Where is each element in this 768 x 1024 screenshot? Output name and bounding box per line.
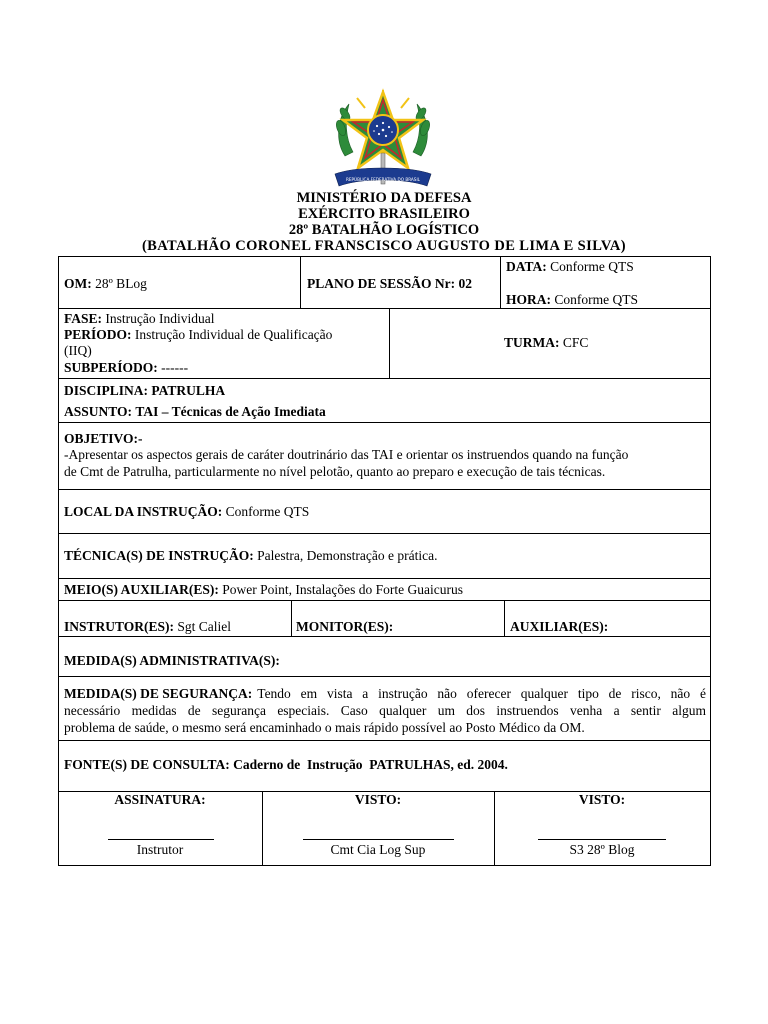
seguranca-label: MEDIDA(S) DE SEGURANÇA:: [64, 686, 253, 701]
signature-title-2: VISTO:: [354, 792, 402, 807]
data-label: DATA:: [506, 259, 547, 274]
auxiliar-label: AUXILIAR(ES):: [510, 619, 609, 634]
subperiodo-label: SUBPERÍODO:: [64, 360, 158, 375]
objetivo-line-1: -Apresentar os aspectos gerais de caráter doutrinário das TAI e orientar os instruendos quando na função: [64, 447, 629, 462]
header-line-1: MINISTÉRIO DA DEFESA: [296, 190, 472, 206]
assunto-field: [64, 404, 326, 420]
fonte-label: FONTE(S) DE CONSULTA:: [64, 757, 230, 772]
plano-sessao-field: [307, 276, 472, 292]
document-header: [0, 190, 768, 254]
fonte-value: Caderno de Instrução PATRULHAS, ed. 2004.: [233, 757, 508, 772]
hora-field: [506, 292, 638, 308]
data-value: Conforme QTS: [550, 259, 634, 274]
disciplina-value: PATRULHA: [151, 383, 226, 398]
assunto-label: ASSUNTO:: [64, 404, 133, 419]
coat-of-arms-emblem: [327, 86, 439, 192]
hora-value: Conforme QTS: [554, 292, 638, 307]
turma-value: CFC: [562, 335, 589, 350]
monitor-label: MONITOR(ES):: [296, 619, 394, 634]
seguranca-line-2: necessário medidas de segurança especiais. Caso qualquer um dos instruendos venha a sentir algum: [64, 703, 706, 718]
om-value: 28º BLog: [95, 276, 147, 291]
hora-label: HORA:: [506, 292, 551, 307]
periodo-field: [64, 327, 332, 343]
header-line-2: EXÉRCITO BRASILEIRO: [298, 206, 470, 222]
tecnica-value: Palestra, Demonstração e prática.: [257, 548, 438, 563]
signature-line-3: [538, 839, 666, 840]
instrutor-value: Sgt Caliel: [177, 619, 232, 634]
header-line-3: 28º BATALHÃO LOGÍSTICO: [288, 222, 480, 238]
header-line-4: (BATALHÃO CORONEL FRANSCISCO AUGUSTO DE LIMA E SILVA): [141, 238, 627, 254]
turma-field: [504, 335, 588, 351]
periodo-continuation: (IIQ): [64, 343, 92, 358]
seguranca-line-1: [64, 686, 706, 702]
seguranca-text-1: Tendo em vista a instrução não oferecer qualquer tipo de risco, não é: [257, 686, 706, 701]
seguranca-line-3: problema de saúde, o mesmo será encaminhado o mais rápido possível ao Posto Médico da OM.: [64, 720, 585, 735]
meios-value: Power Point, Instalações do Forte Guaicurus: [222, 582, 463, 597]
tecnica-instrucao-field: [64, 548, 437, 564]
disciplina-field: [64, 383, 225, 399]
objetivo-line-2: de Cmt de Patrulha, particularmente no nível pelotão, quanto ao preparo e execução de tais técnicas.: [64, 464, 606, 479]
fase-label: FASE:: [64, 311, 103, 326]
periodo-value: Instrução Individual de Qualificação: [134, 327, 333, 342]
signature-title-1: ASSINATURA:: [114, 792, 206, 807]
subperiodo-field: [64, 360, 188, 376]
plano-label: PLANO DE SESSÃO Nr:: [307, 276, 456, 291]
om-label: OM:: [64, 276, 92, 291]
objetivo-label: OBJETIVO:-: [64, 431, 143, 446]
local-label: LOCAL DA INSTRUÇÃO:: [64, 504, 223, 519]
instrutor-field: [64, 619, 231, 635]
periodo-label: PERÍODO:: [64, 327, 132, 342]
turma-label: TURMA:: [504, 335, 560, 350]
data-field: [506, 259, 634, 275]
fase-field: [64, 311, 215, 327]
signature-title-3: VISTO:: [578, 792, 626, 807]
fonte-consulta-field: [64, 757, 508, 773]
instrutor-label: INSTRUTOR(ES):: [64, 619, 175, 634]
meios-label: MEIO(S) AUXILIAR(ES):: [64, 582, 219, 597]
signature-role-1: Instrutor: [136, 842, 184, 857]
assunto-value: TAI – Técnicas de Ação Imediata: [135, 404, 326, 419]
svg-text:REPÚBLICA FEDERATIVA DO BRASIL: REPÚBLICA FEDERATIVA DO BRASIL: [345, 177, 421, 182]
subperiodo-value: ------: [161, 360, 189, 375]
monitor-field: [296, 619, 393, 635]
auxiliar-field: [510, 619, 608, 635]
signature-role-2: Cmt Cia Log Sup: [330, 842, 426, 857]
medida-administrativa-field: [64, 653, 280, 669]
signature-line-1: [108, 839, 214, 840]
local-instrucao-field: [64, 504, 309, 520]
tecnica-label: TÉCNICA(S) DE INSTRUÇÃO:: [64, 548, 254, 563]
signature-line-2: [303, 839, 454, 840]
signature-role-3: S3 28º Blog: [569, 842, 635, 857]
fase-value: Instrução Individual: [105, 311, 215, 326]
medida-adm-label: MEDIDA(S) ADMINISTRATIVA(S):: [64, 653, 280, 668]
local-value: Conforme QTS: [225, 504, 310, 519]
om-field: [64, 276, 147, 292]
disciplina-label: DISCIPLINA:: [64, 383, 149, 398]
plano-value: 02: [458, 276, 473, 291]
meios-auxiliares-field: [64, 582, 463, 598]
